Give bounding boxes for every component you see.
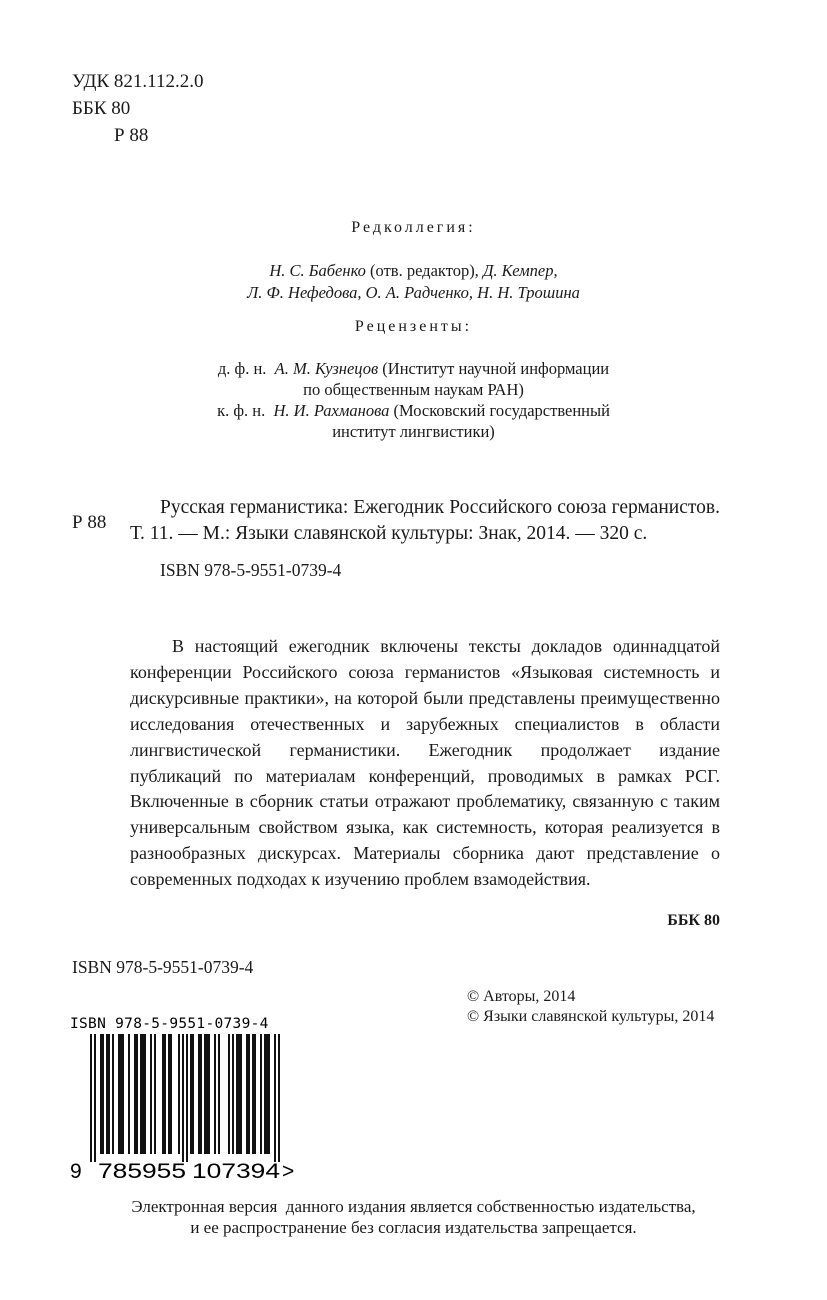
barcode-bar — [232, 1034, 234, 1154]
barcode-group-2: 107394 — [192, 1160, 281, 1183]
barcode-bar — [198, 1034, 200, 1154]
barcode-bar — [120, 1034, 122, 1154]
reviewer-2-line-a — [0, 400, 827, 421]
editor-name-2: Д. Кемпер, — [482, 261, 558, 280]
classification-codes — [72, 68, 203, 149]
editor-names: Л. Ф. Нефедова, О. А. Радченко, Н. Н. Трошина — [247, 283, 580, 302]
reviewer-1-degree: д. ф. н. — [217, 359, 267, 378]
barcode-bar — [218, 1034, 220, 1154]
barcode-bar — [200, 1034, 202, 1154]
barcode-bar — [206, 1034, 208, 1154]
barcode-bar — [90, 1034, 92, 1162]
reviewer-2-degree: к. ф. н. — [217, 401, 266, 420]
barcode-bar — [208, 1034, 210, 1154]
editor-name-1: Н. С. Бабенко — [269, 261, 366, 280]
barcode-bar — [264, 1034, 266, 1154]
bibliography-label: Р 88 — [72, 512, 107, 533]
barcode-bar — [170, 1034, 172, 1154]
barcode-bar — [192, 1034, 194, 1154]
footer-line-1: Электронная версия данного издания является собственностью издательства, — [131, 1197, 696, 1216]
barcode-bar — [252, 1034, 254, 1154]
abstract — [130, 634, 720, 893]
barcode-bar — [248, 1034, 250, 1154]
barcode-bar — [164, 1034, 166, 1154]
barcode-bar — [154, 1034, 156, 1154]
footer-notice — [0, 1196, 827, 1238]
editorial-line-2 — [0, 281, 827, 304]
barcode-bar — [140, 1034, 142, 1154]
author-mark: Р 88 — [114, 125, 149, 146]
editorial-line-1 — [0, 259, 827, 282]
barcode-bar — [94, 1034, 96, 1162]
barcode-bar — [162, 1034, 164, 1154]
barcode-bar — [112, 1034, 114, 1154]
bbk-code: ББК 80 — [72, 98, 131, 119]
isbn-bottom: ISBN 978-5-9551-0739-4 — [72, 957, 254, 977]
abstract-text: В настоящий ежегодник включены тексты докладов одиннадцатой конференции Российского союза германистов «Языковая системность и дискурсивные практики», на которой были представлены преимущественно исследования отечественных и зарубежных специалистов в области лингвистической германистики. Ежегодник продолжает издание публикаций по материалам конференций, проводимых в рамках РСГ. Включенные в сборник статьи отражают проблематику, связанную с таким универсальным свойством языка, как системность, которая реализуется в разнообразных дискурсах. Материалы сборника дают представление о современных подходах к изучению проблем взамодействия. — [130, 636, 720, 890]
editorial-heading: Редколлегия: — [351, 219, 476, 236]
barcode-bar — [150, 1034, 152, 1154]
barcode-bar — [106, 1034, 108, 1154]
reviewer-1-org-a: (Институт научной информации — [382, 359, 610, 378]
barcode-bar — [128, 1034, 130, 1154]
barcode-bar — [246, 1034, 248, 1154]
barcode-bar — [238, 1034, 240, 1154]
barcode-bar — [108, 1034, 110, 1154]
barcode-bar — [136, 1034, 138, 1154]
barcode-bar — [278, 1034, 280, 1162]
udk-code: УДК 821.112.2.0 — [72, 71, 204, 92]
barcode-bar — [134, 1034, 136, 1154]
barcode-bars — [90, 1034, 280, 1162]
barcode-arrow: > — [282, 1160, 295, 1183]
reviewer-1-org-b: по общественным наукам РАН) — [303, 380, 524, 399]
barcode-bar — [144, 1034, 146, 1154]
editor-role: (отв. редактор), — [365, 261, 483, 280]
reviewer-2-org-b: институт лингвистики) — [332, 422, 495, 441]
barcode-bar — [236, 1034, 238, 1154]
reviewer-2-name: Н. И. Рахманова — [273, 401, 390, 420]
barcode-bar — [204, 1034, 206, 1154]
barcode-bar — [260, 1034, 262, 1154]
barcode-bar — [178, 1034, 180, 1154]
barcode-bar — [214, 1034, 216, 1154]
bbk-right: ББК 80 — [667, 912, 720, 929]
barcode-bar — [122, 1034, 124, 1154]
isbn-barcode — [70, 1014, 300, 1189]
bibliography-text: Русская германистика: Ежегодник Российского союза германистов. Т. 11. — М.: Языки славянской культуры: Знак, 2014. — 320 с. — [130, 497, 720, 544]
reviewer-1-name: А. М. Кузнецов — [274, 359, 379, 378]
reviewers-block — [0, 358, 827, 442]
barcode-group-1: 785955 — [98, 1160, 186, 1183]
barcode-bar — [254, 1034, 256, 1154]
barcode-bar — [240, 1034, 242, 1154]
bibliography-isbn: ISBN 978-5-9551-0739-4 — [160, 560, 342, 580]
copyright — [467, 987, 714, 1027]
barcode-first-digit: 9 — [70, 1160, 82, 1183]
barcode-bar — [118, 1034, 120, 1154]
barcode-bar — [100, 1034, 102, 1154]
copyright-publisher: © Языки славянской культуры, 2014 — [467, 1008, 715, 1025]
barcode-bar — [190, 1034, 192, 1154]
barcode-bar — [142, 1034, 144, 1154]
barcode-bar — [228, 1034, 230, 1154]
footer-line-2: и ее распространение без согласия издательства запрещается. — [190, 1218, 637, 1237]
barcode-bar — [182, 1034, 184, 1162]
reviewer-2-org-a: (Московский государственный — [393, 401, 610, 420]
barcode-bar — [186, 1034, 188, 1162]
barcode-bar — [266, 1034, 268, 1154]
barcode-bar — [268, 1034, 270, 1154]
barcode-top-text: ISBN 978-5-9551-0739-4 — [70, 1016, 269, 1032]
barcode-bar — [168, 1034, 170, 1154]
bibliography-entry — [130, 495, 720, 583]
reviewers-heading: Рецензенты: — [354, 318, 473, 335]
copyright-authors: © Авторы, 2014 — [467, 988, 576, 1005]
reviewer-1-line-a — [0, 358, 827, 379]
barcode-bar — [274, 1034, 276, 1162]
barcode-bar — [102, 1034, 104, 1154]
